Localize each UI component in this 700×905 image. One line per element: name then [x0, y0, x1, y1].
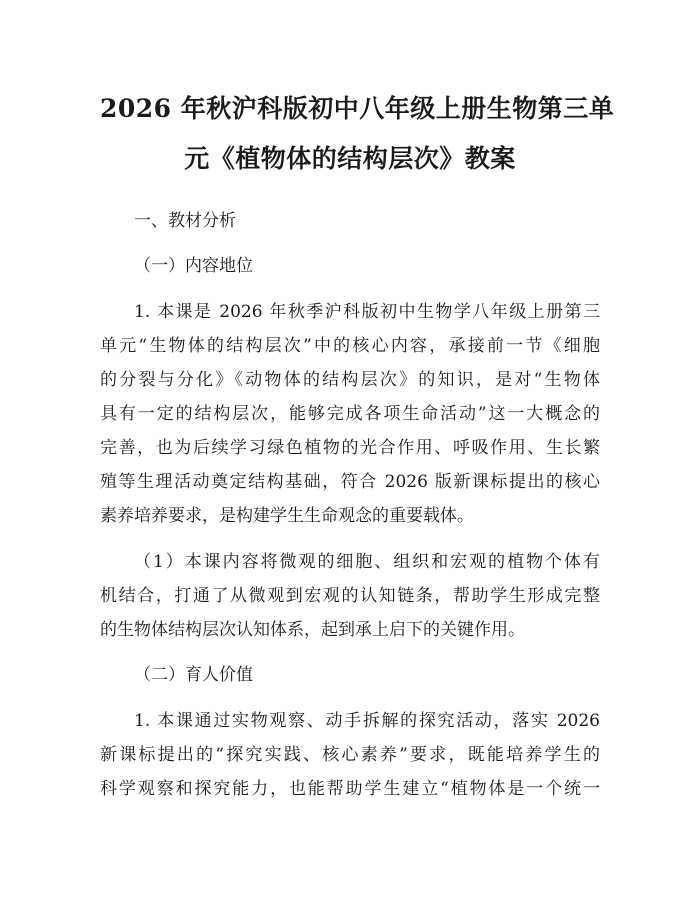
subsection-heading-educational-value: （二）育人价值 [134, 665, 253, 685]
paragraph-line: （1）本课内容将微观的细胞、组织和宏观的植物个体有 [134, 552, 600, 572]
paragraph-line: 单元“生物体的结构层次”中的核心内容，承接前一节《细胞 [100, 336, 600, 356]
paragraph-line: 的生物体结构层次认知体系，起到承上启下的关键作用。 [100, 620, 525, 640]
paragraph-micro-macro [100, 545, 600, 647]
title-line-1: 2026 年秋沪科版初中八年级上册生物第三单 [100, 94, 615, 123]
paragraph-line: 殖等生理活动奠定结构基础，符合 2026 版新课标提出的核心 [100, 472, 600, 492]
document-title [100, 84, 615, 184]
paragraph-content-position [100, 295, 600, 533]
paragraph-line: 素养培养要求，是构建学生生命观念的重要载体。 [100, 506, 474, 526]
subsection-heading-content-position: （一）内容地位 [134, 256, 253, 276]
paragraph-line: 1. 本课通过实物观察、动手拆解的探究活动，落实 2026 [134, 711, 600, 731]
paragraph-line: 完善，也为后续学习绿色植物的光合作用、呼吸作用、生长繁 [100, 438, 600, 458]
paragraph-line: 机结合，打通了从微观到宏观的认知链条，帮助学生形成完整 [100, 586, 600, 606]
title-line-2: 元《植物体的结构层次》教案 [184, 144, 516, 173]
paragraph-line: 的分裂与分化》《动物体的结构层次》的知识，是对“生物体 [100, 370, 600, 390]
paragraph-line: 科学观察和探究能力，也能帮助学生建立“植物体是一个统一 [100, 779, 600, 799]
section-heading-teaching-material-analysis: 一、教材分析 [134, 211, 236, 231]
paragraph-line: 新课标提出的“探究实践、核心素养”要求，既能培养学生的 [100, 745, 600, 765]
paragraph-line: 具有一定的结构层次，能够完成各项生命活动”这一大概念的 [100, 404, 600, 424]
paragraph-line: 1. 本课是 2026 年秋季沪科版初中生物学八年级上册第三 [134, 302, 600, 322]
paragraph-educational-value [100, 704, 600, 806]
